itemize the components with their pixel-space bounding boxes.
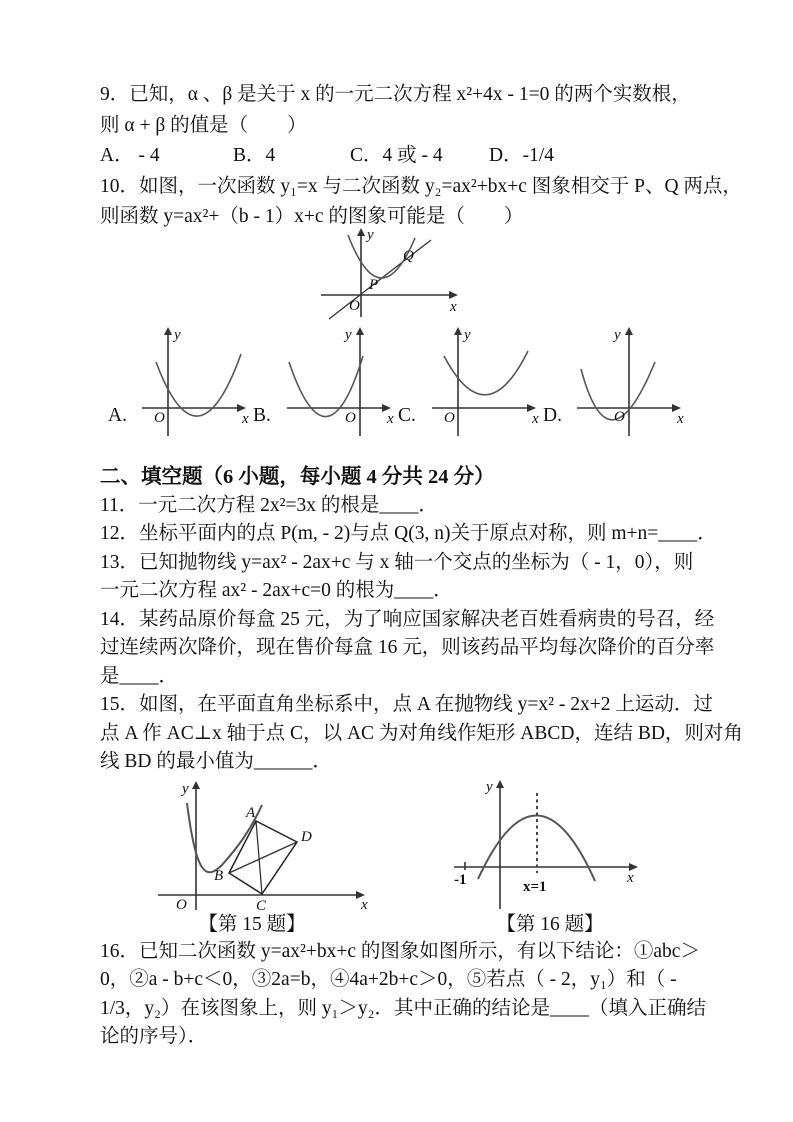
choice-d	[543, 324, 688, 441]
q9-line2: 则 α + β 的值是（ ）	[100, 114, 307, 136]
figure-16-caption: 【第 16 题】	[496, 913, 604, 935]
symmetry-axis-label: x=1	[523, 878, 547, 895]
axis-label-x: x	[677, 410, 684, 427]
axis-label-x: x	[242, 410, 249, 427]
choice-a-graph	[138, 324, 253, 441]
q9-options	[100, 141, 708, 172]
axis-label-y: y	[367, 226, 374, 243]
q10-line2: 则函数 y=ax²+（b - 1）x+c 的图象可能是（ ）	[100, 206, 524, 227]
axis-label-y: y	[614, 326, 621, 343]
choice-a	[108, 324, 253, 441]
figure-15	[150, 777, 375, 938]
origin-label: O	[154, 409, 165, 426]
q9-line1: 9．已知，α 、β 是关于 x 的一元二次方程 x²+4x - 1=0 的两个实数根，	[100, 84, 691, 105]
neg1-label: -1	[454, 871, 467, 888]
q10-main-figure	[313, 227, 708, 322]
q9-option-d: D．-1/4	[489, 145, 554, 166]
choice-b	[253, 324, 398, 441]
q11-line: 11．一元二次方程 2x²=3x 的根是____．	[100, 494, 438, 516]
choice-b-label: B.	[253, 404, 271, 426]
q9-option-a: A． - 4	[100, 145, 160, 166]
axis-label-y: y	[345, 326, 352, 343]
q10-line1: 10．如图，一次函数 y₁=x 与二次函数 y₂=ax²+bx+c 图象相交于 P、Q 两点，	[100, 175, 742, 197]
line-y-equals-x	[329, 240, 431, 319]
q10-graph	[313, 227, 463, 322]
x-axis-arrow-icon	[449, 291, 458, 299]
figure-15-graph	[150, 777, 375, 912]
parabola-curve	[444, 351, 528, 395]
axis-label-x: x	[387, 410, 394, 427]
point-b-label: B	[214, 867, 224, 884]
figure-16	[450, 777, 650, 938]
choice-b-graph	[283, 324, 398, 441]
axis-label-x: x	[361, 896, 368, 912]
point-q-label: Q	[403, 247, 414, 264]
q15-line3: 线 BD 的最小值为______．	[100, 751, 332, 772]
origin-label: O	[444, 409, 455, 426]
point-d-label: D	[301, 828, 312, 845]
axis-label-x: x	[532, 410, 539, 427]
q9-option-b: B．4	[233, 145, 276, 166]
section2-header: 二、填空题（6 小题，每小题 4 分共 24 分）	[100, 465, 495, 488]
q13-line2: 一元二次方程 ax² - 2ax+c=0 的根为____．	[100, 580, 453, 601]
q16-line3: 1/3，y₂）在该图象上，则 y₁＞y₂．其中正确的结论是____（填入正确结	[100, 997, 706, 1019]
axis-label-y: y	[174, 326, 181, 343]
q15-line1: 15．如图，在平面直角坐标系中，点 A 在抛物线 y=x² - 2x+2 上运动．过	[100, 694, 713, 715]
q14-line1: 14．某药品原价每盒 25 元，为了响应国家解决老百姓看病贵的号召，经	[100, 608, 715, 630]
q13-line1: 13．已知抛物线 y=ax² - 2ax+c 与 x 轴一个交点的坐标为（ - 1，0），则	[100, 551, 694, 573]
q12-line: 12．坐标平面内的点 P(m, - 2)与点 Q(3, n)关于原点对称，则 m+n=____．	[100, 523, 717, 544]
point-a-label: A	[246, 804, 256, 821]
q16-line1: 16．已知二次函数 y=ax²+bx+c 的图象如图所示，有以下结论：①abc＞	[100, 940, 700, 962]
origin-label: O	[349, 297, 360, 314]
q16-line4: 论的序号）．	[100, 1026, 208, 1047]
axis-label-x: x	[450, 298, 457, 315]
origin-label: O	[614, 408, 625, 425]
q9-option-c: C．4 或 - 4	[350, 145, 443, 166]
choice-d-label: D.	[543, 404, 562, 426]
q15-line2: 点 A 作 AC⊥x 轴于点 C，以 AC 为对角线作矩形 ABCD，连结 BD，则对角	[100, 722, 743, 744]
axis-label-y: y	[182, 780, 189, 797]
choice-a-label: A.	[108, 404, 127, 426]
point-c-label: C	[256, 897, 267, 912]
choice-d-graph	[573, 324, 688, 441]
figure-16-graph	[450, 777, 650, 912]
q14-line3: 是____．	[100, 665, 179, 687]
axis-label-x: x	[627, 869, 634, 886]
choice-c	[398, 324, 543, 441]
axis-label-y: y	[486, 778, 493, 795]
diagonal-ac	[256, 821, 262, 894]
axis-label-y: y	[464, 326, 471, 343]
q16-line2: 0，②a - b+c＜0，③2a=b，④4a+2b+c＞0，⑤若点（ - 2，y₁）和（ -	[100, 969, 677, 990]
figures-row	[100, 777, 708, 938]
figure-15-caption: 【第 15 题】	[198, 913, 306, 935]
point-p-label: P	[369, 276, 379, 293]
choice-c-graph	[428, 324, 543, 441]
q14-line2: 过连续两次降价，现在售价每盒 16 元，则该药品平均每次降价的百分率	[100, 637, 715, 658]
choice-c-label: C.	[398, 404, 416, 426]
q10-choice-graphs	[100, 324, 708, 441]
origin-label: O	[345, 409, 356, 426]
origin-label: O	[176, 896, 187, 912]
